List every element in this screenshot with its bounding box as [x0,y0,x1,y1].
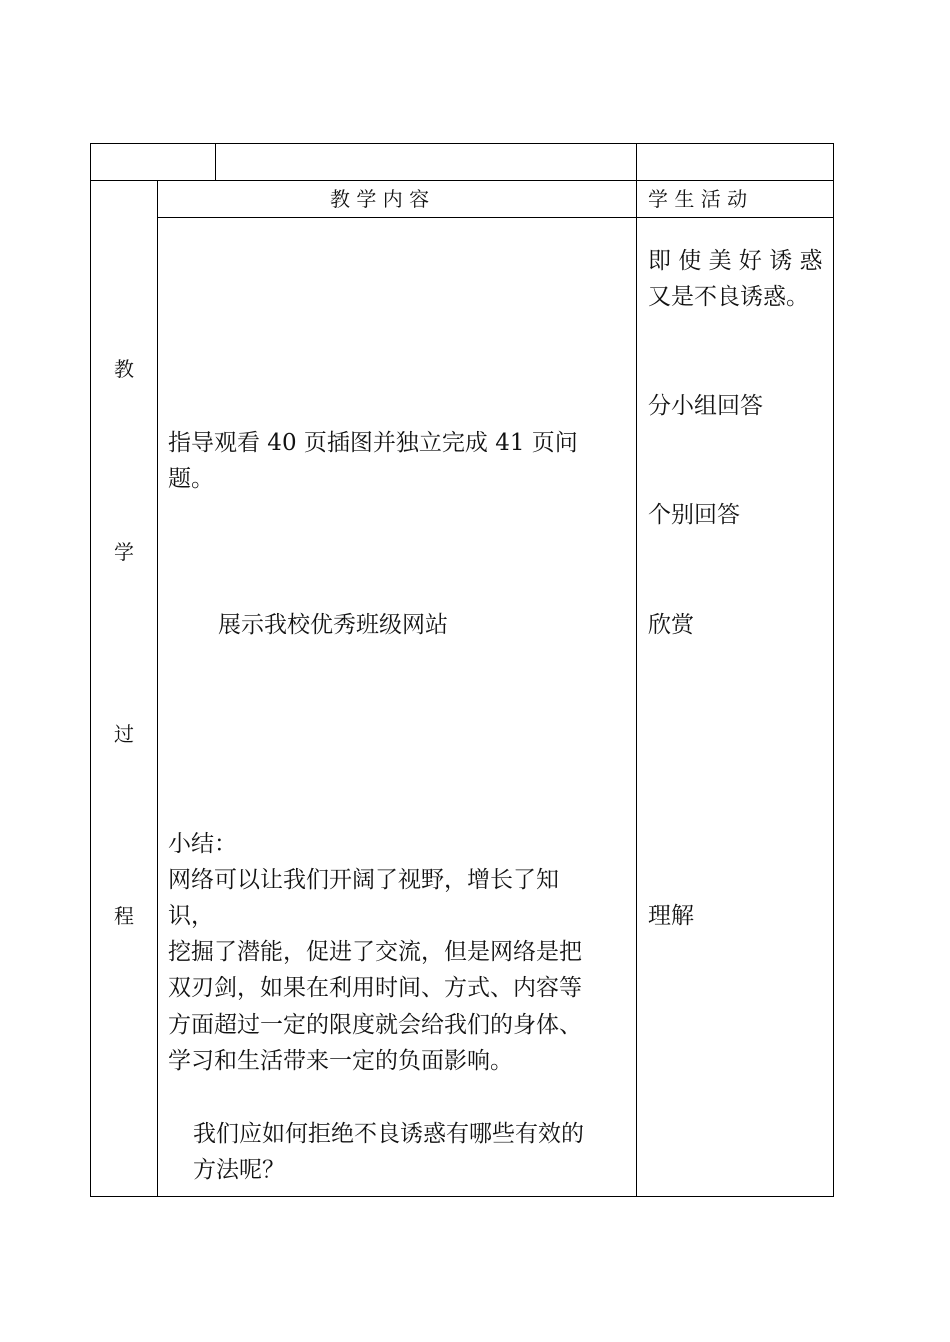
border-side-divider [157,180,158,1197]
content-column-header: 教 学 内 容 [330,187,430,211]
content-summary-line3: 挖掘了潜能，促进了交流，但是网络是把 [168,939,582,965]
content-summary-line6: 学习和生活带来一定的负面影响。 [168,1048,513,1074]
activity-individual-answer: 个别回答 [648,502,740,528]
activity-appreciate: 欣赏 [648,612,694,638]
side-label-char-1: 教 [114,357,134,381]
activity-temptation-line1: 即 使 美 好 诱 惑 [648,248,823,274]
content-showcase: 展示我校优秀班级网站 [218,612,448,638]
border-bottom [90,1196,834,1197]
border-content-divider [636,143,637,1197]
content-summary-line4: 双刃剑，如果在利用时间、方式、内容等 [168,975,582,1001]
content-summary-line2: 识， [168,903,214,929]
border-top [90,143,834,144]
content-summary-line5: 方面超过一定的限度就会给我们的身体、 [168,1012,582,1038]
border-header-bottom [157,217,834,218]
border-row1-divider [215,143,216,181]
side-label-char-4: 程 [114,904,134,928]
side-label-char-3: 过 [114,722,134,746]
side-label-char-2: 学 [114,540,134,564]
border-right [833,143,834,1197]
content-question-line1: 我们应如何拒绝不良诱惑有哪些有效的 [193,1121,584,1147]
content-instruction-line2: 题。 [168,466,214,492]
border-row1-bottom [90,180,834,181]
content-instruction-line1: 指导观看 40 页插图并独立完成 41 页问 [168,430,578,456]
activity-understand: 理解 [648,903,694,929]
content-summary-title: 小结： [168,831,237,857]
border-left [90,143,91,1197]
activity-group-answer: 分小组回答 [648,393,763,419]
content-question-line2: 方法呢？ [193,1157,285,1183]
content-summary-line1: 网络可以让我们开阔了视野，增长了知 [168,867,559,893]
activity-temptation-line2: 又是不良诱惑。 [648,284,809,310]
activity-column-header: 学 生 活 动 [648,187,748,211]
